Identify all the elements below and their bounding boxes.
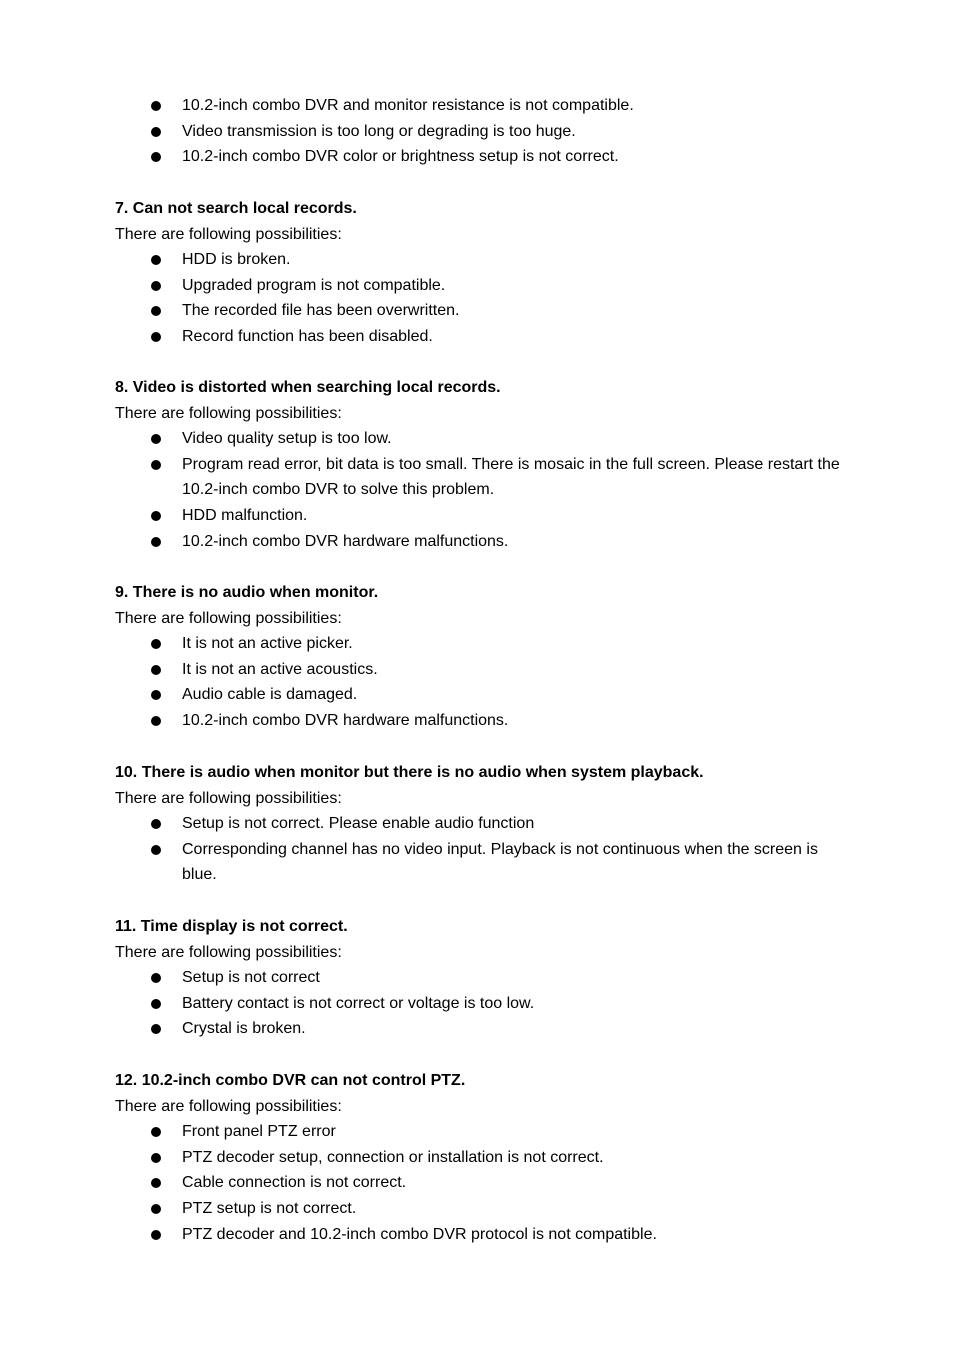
bullet-icon <box>151 1204 161 1214</box>
list-item-text: Cable connection is not correct. <box>182 1174 407 1192</box>
bullet-list <box>115 247 845 349</box>
section-intro: There are following possibilities: <box>115 943 342 961</box>
bullet-icon <box>151 537 161 547</box>
bullet-list <box>115 631 845 733</box>
top-bullet-list-block <box>115 93 845 170</box>
list-item-text: Front panel PTZ error <box>182 1123 336 1141</box>
section-12 <box>115 1068 845 1247</box>
section-7 <box>115 196 845 350</box>
list-item-text: Battery contact is not correct or voltage is too low. <box>182 994 535 1012</box>
bullet-icon <box>151 1230 161 1240</box>
bullet-icon <box>151 1127 161 1137</box>
bullet-icon <box>151 281 161 291</box>
bullet-icon <box>151 690 161 700</box>
bullet-list <box>115 1119 845 1247</box>
list-item <box>115 708 845 734</box>
list-item <box>115 324 845 350</box>
bullet-icon <box>151 1024 161 1034</box>
bullet-icon <box>151 819 161 829</box>
section-heading: 9. There is no audio when monitor. <box>115 584 379 601</box>
list-item-text: 10.2-inch combo DVR and monitor resistance is not compatible. <box>182 97 634 114</box>
bullet-icon <box>151 255 161 265</box>
bullet-icon <box>151 845 161 855</box>
list-item <box>115 273 845 299</box>
section-heading: 11. Time display is not correct. <box>115 918 348 935</box>
top-bullet-list <box>115 93 845 170</box>
list-item-text: Crystal is broken. <box>182 1020 306 1038</box>
section-intro: There are following possibilities: <box>115 404 342 422</box>
list-item-text: Corresponding channel has no video input. Playback is not continuous when the screen is blue. <box>182 840 818 884</box>
list-item <box>115 426 845 452</box>
list-item <box>115 1196 845 1222</box>
list-item <box>115 1222 845 1248</box>
list-item <box>115 1016 845 1042</box>
bullet-icon <box>151 101 161 111</box>
bullet-icon <box>151 999 161 1009</box>
list-item <box>115 298 845 324</box>
list-item <box>115 631 845 657</box>
bullet-icon <box>151 973 161 983</box>
bullet-icon <box>151 1178 161 1188</box>
section-heading: 7. Can not search local records. <box>115 200 357 217</box>
bullet-icon <box>151 460 161 470</box>
section-11 <box>115 914 845 1042</box>
list-item-text: Setup is not correct <box>182 969 320 987</box>
bullet-icon <box>151 665 161 675</box>
section-8 <box>115 375 845 554</box>
bullet-icon <box>151 332 161 342</box>
list-item-text: PTZ decoder setup, connection or installation is not correct. <box>182 1148 604 1166</box>
list-item <box>115 144 845 170</box>
bullet-icon <box>151 434 161 444</box>
list-item-text: PTZ setup is not correct. <box>182 1199 357 1217</box>
bullet-list <box>115 965 845 1042</box>
list-item-text: Program read error, bit data is too small. There is mosaic in the full screen. Please restart the 10.2-inch combo DVR to solve this problem. <box>182 455 840 499</box>
list-item <box>115 811 845 837</box>
list-item <box>115 1119 845 1145</box>
list-item-text: Setup is not correct. Please enable audio function <box>182 815 535 833</box>
list-item <box>115 1145 845 1171</box>
bullet-list <box>115 811 845 888</box>
list-item <box>115 991 845 1017</box>
list-item-text: HDD malfunction. <box>182 506 308 524</box>
list-item <box>115 93 845 119</box>
list-item <box>115 119 845 145</box>
list-item <box>115 529 845 555</box>
section-intro: There are following possibilities: <box>115 1097 342 1115</box>
list-item <box>115 452 845 503</box>
list-item-text: 10.2-inch combo DVR color or brightness setup is not correct. <box>182 148 619 166</box>
section-heading: 8. Video is distorted when searching local records. <box>115 379 501 396</box>
section-heading: 10. There is audio when monitor but there is no audio when system playback. <box>115 764 704 781</box>
list-item-text: PTZ decoder and 10.2-inch combo DVR protocol is not compatible. <box>182 1225 657 1243</box>
section-heading: 12. 10.2-inch combo DVR can not control PTZ. <box>115 1072 466 1089</box>
bullet-icon <box>151 127 161 137</box>
list-item-text: 10.2-inch combo DVR hardware malfunctions. <box>182 532 509 550</box>
bullet-icon <box>151 716 161 726</box>
section-intro: There are following possibilities: <box>115 225 342 243</box>
list-item <box>115 965 845 991</box>
list-item-text: Video transmission is too long or degrading is too huge. <box>182 122 576 140</box>
bullet-list <box>115 426 845 554</box>
list-item-text: Upgraded program is not compatible. <box>182 276 446 294</box>
list-item <box>115 657 845 683</box>
list-item <box>115 682 845 708</box>
bullet-icon <box>151 306 161 316</box>
section-10 <box>115 760 845 888</box>
list-item <box>115 1170 845 1196</box>
list-item-text: Audio cable is damaged. <box>182 686 358 704</box>
list-item-text: HDD is broken. <box>182 251 291 269</box>
section-intro: There are following possibilities: <box>115 609 342 627</box>
list-item-text: Record function has been disabled. <box>182 327 433 345</box>
list-item-text: The recorded file has been overwritten. <box>182 302 460 320</box>
list-item-text: Video quality setup is too low. <box>182 430 392 448</box>
list-item-text: It is not an active acoustics. <box>182 660 378 678</box>
list-item-text: 10.2-inch combo DVR hardware malfunctions. <box>182 711 509 729</box>
section-9 <box>115 580 845 734</box>
bullet-icon <box>151 511 161 521</box>
bullet-icon <box>151 152 161 162</box>
list-item <box>115 247 845 273</box>
list-item-text: It is not an active picker. <box>182 635 353 653</box>
bullet-icon <box>151 1153 161 1163</box>
bullet-icon <box>151 639 161 649</box>
list-item <box>115 837 845 888</box>
section-intro: There are following possibilities: <box>115 789 342 807</box>
list-item <box>115 503 845 529</box>
